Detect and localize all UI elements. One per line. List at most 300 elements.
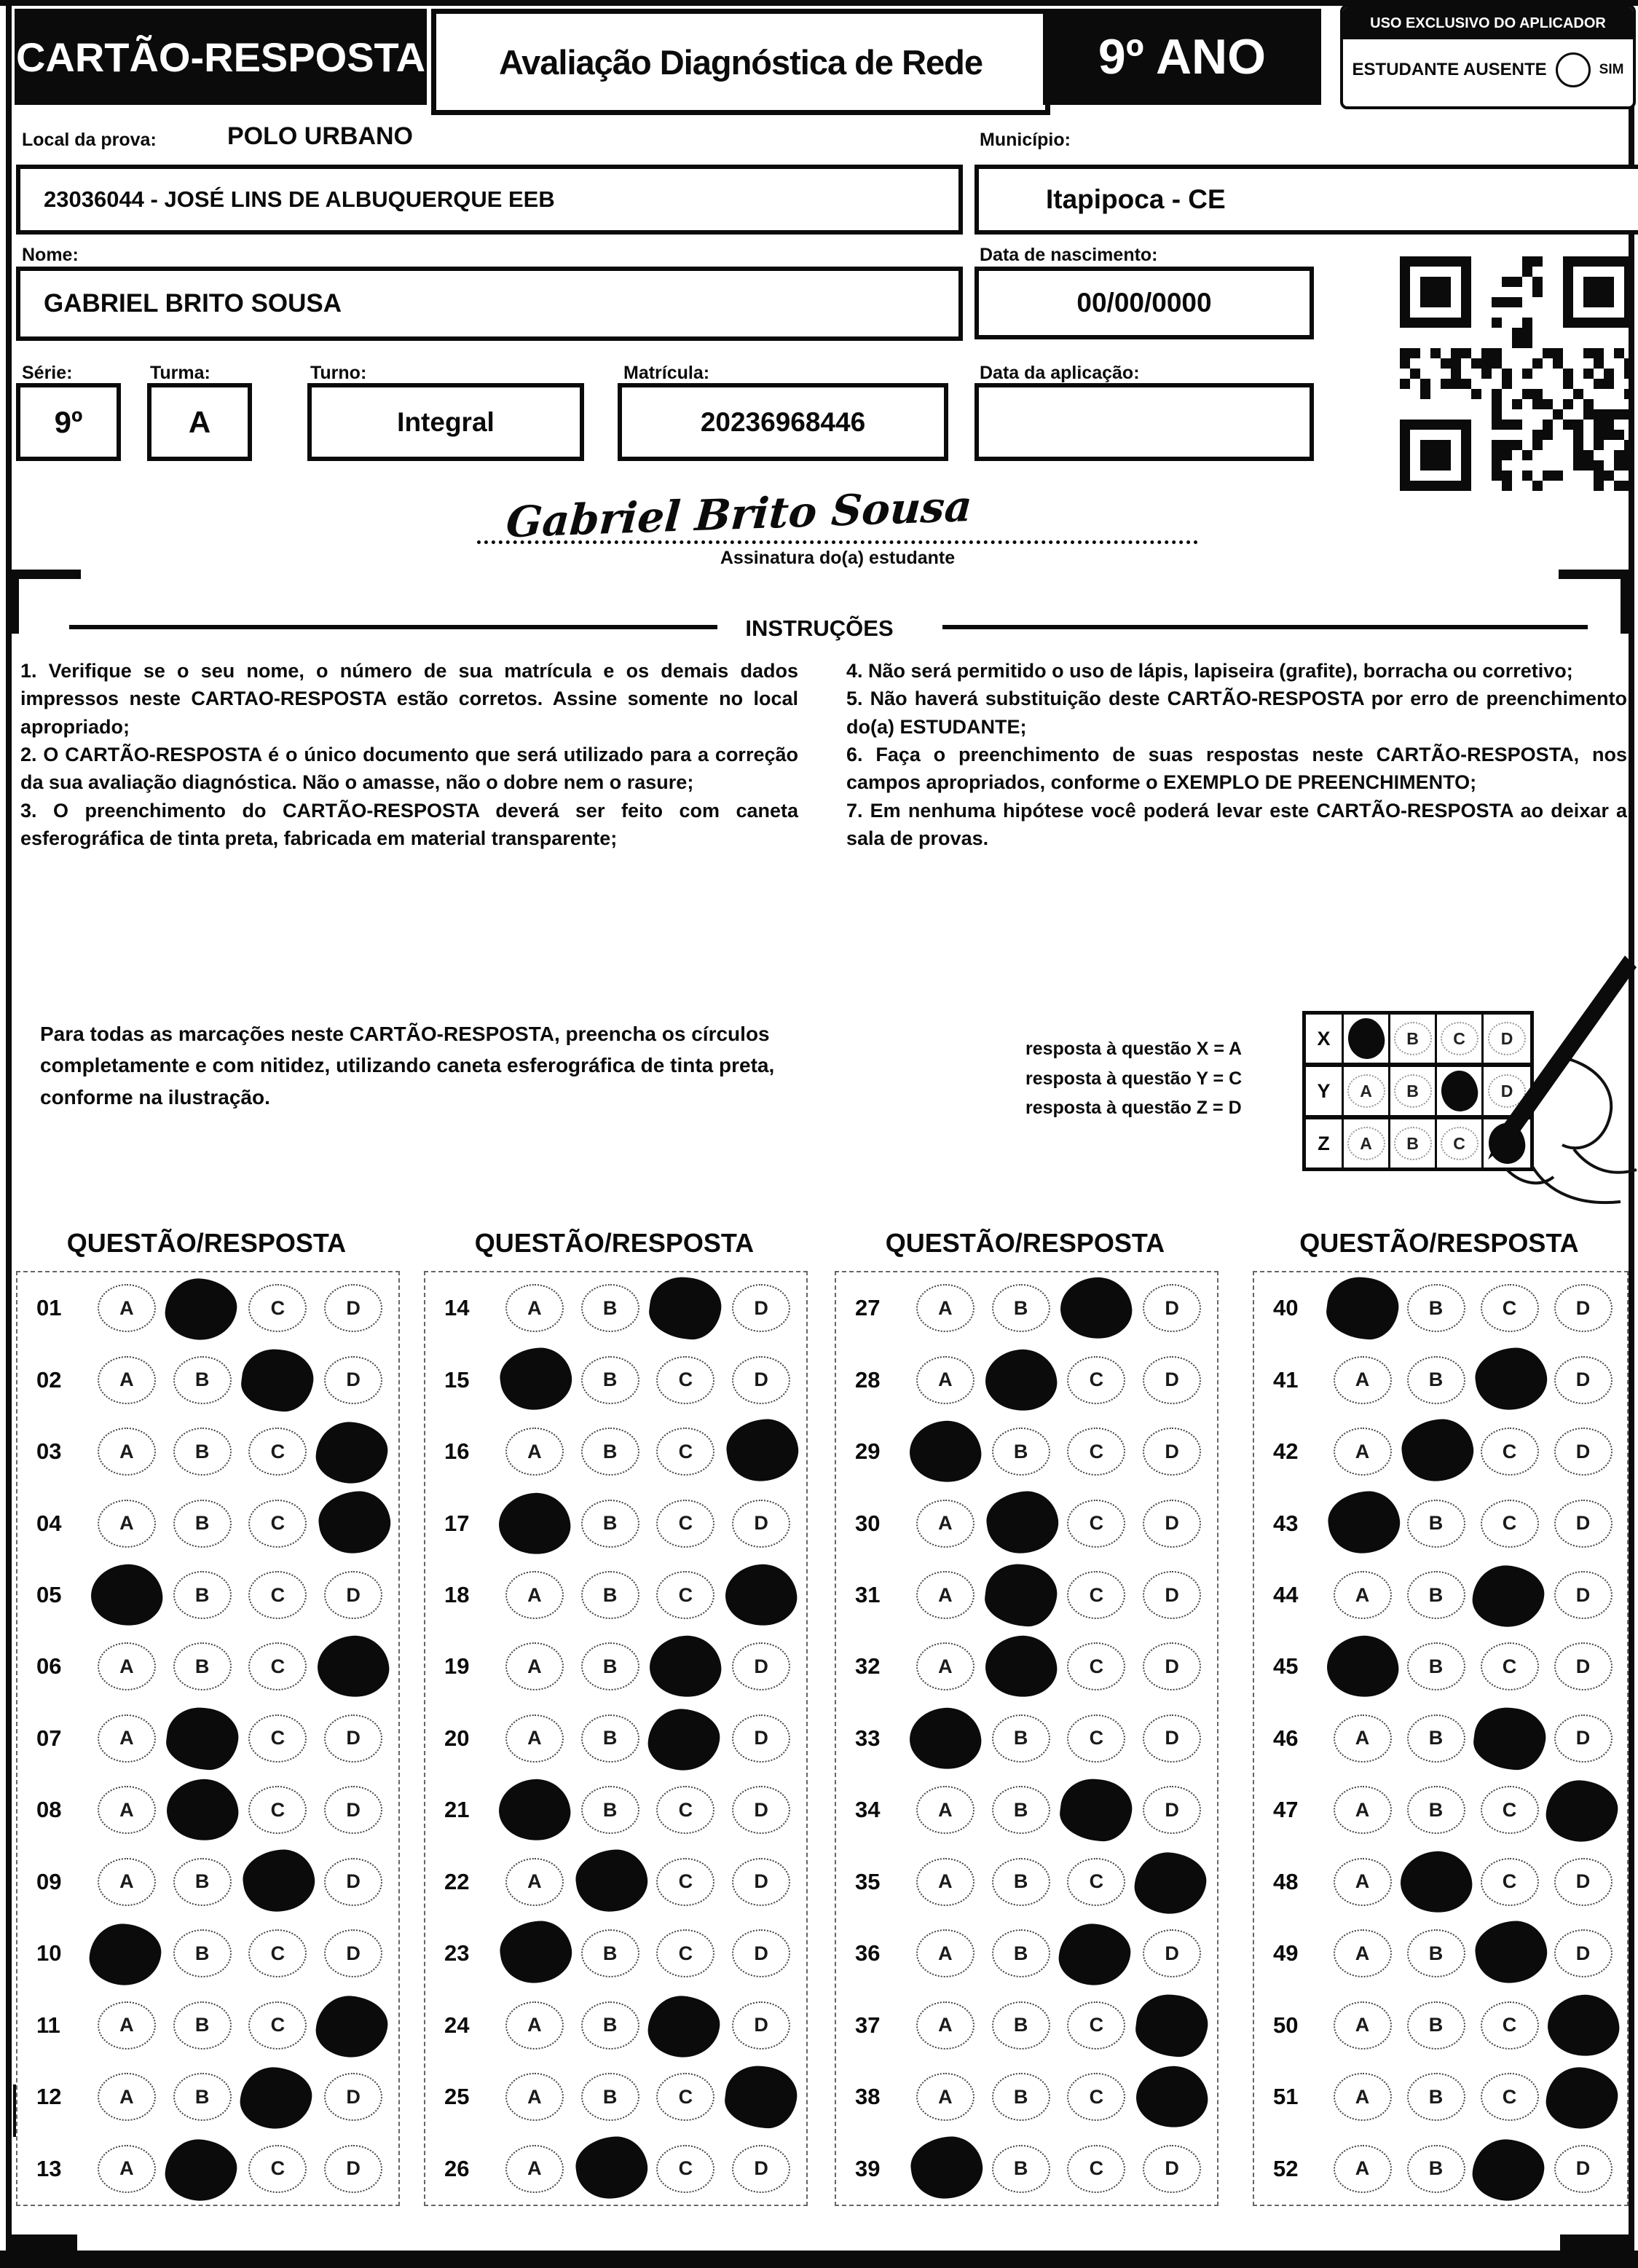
answer-bubble-filled[interactable] <box>324 1500 382 1548</box>
answer-bubble[interactable] <box>1334 1929 1392 1977</box>
answer-bubble[interactable] <box>732 2001 790 2050</box>
answer-option-letter: D <box>1575 1583 1591 1606</box>
answer-bubble[interactable] <box>1067 1714 1125 1763</box>
question-number: 04 <box>36 1510 62 1536</box>
answer-bubble[interactable] <box>98 1714 156 1763</box>
answer-bubble[interactable] <box>1407 1642 1465 1690</box>
answer-bubble[interactable] <box>1067 1356 1125 1404</box>
answer-bubble-filled[interactable] <box>505 1929 564 1977</box>
answer-bubble[interactable] <box>1067 1428 1125 1476</box>
answer-bubble-filled[interactable] <box>505 1500 564 1548</box>
ink-mark <box>1398 1415 1477 1486</box>
answer-bubble-filled[interactable] <box>505 1356 564 1404</box>
ink-mark <box>907 2133 986 2203</box>
question-options <box>497 1642 806 1690</box>
answer-bubble[interactable] <box>581 1714 639 1763</box>
question-row <box>17 1631 398 1702</box>
answer-bubble-filled[interactable] <box>1407 1428 1465 1476</box>
answer-bubble-filled[interactable] <box>505 1786 564 1834</box>
answer-bubble[interactable] <box>916 2073 974 2121</box>
answer-bubble[interactable] <box>324 1786 382 1834</box>
answer-bubble-filled[interactable] <box>732 2073 790 2121</box>
answer-bubble-filled[interactable] <box>248 1356 307 1404</box>
answer-bubble[interactable] <box>248 1571 307 1619</box>
answer-bubble-filled[interactable] <box>248 1858 307 1906</box>
answer-bubble[interactable] <box>1407 1500 1465 1548</box>
answer-bubble[interactable] <box>173 1929 232 1977</box>
answer-bubble[interactable] <box>248 1929 307 1977</box>
answer-bubble[interactable] <box>98 1500 156 1548</box>
answer-bubble[interactable] <box>1554 1356 1613 1404</box>
aplicacao-label: Data da aplicação: <box>980 363 1140 383</box>
answer-bubble-filled[interactable] <box>916 1714 974 1763</box>
answer-bubble[interactable] <box>505 2145 564 2193</box>
answer-bubble[interactable] <box>1554 1571 1613 1619</box>
answer-bubble-filled[interactable] <box>1067 1786 1125 1834</box>
answer-bubble-filled[interactable] <box>1481 1714 1539 1763</box>
answer-bubble[interactable] <box>98 2001 156 2050</box>
answer-bubble[interactable] <box>1334 1428 1392 1476</box>
answer-bubble-filled[interactable] <box>1334 1500 1392 1548</box>
answer-bubble-filled[interactable] <box>656 1714 714 1763</box>
question-row <box>836 1487 1217 1559</box>
answer-option-letter: B <box>602 1512 618 1535</box>
answer-bubble-filled[interactable] <box>98 1929 156 1977</box>
question-row <box>17 1846 398 1918</box>
answer-bubble[interactable] <box>581 1284 639 1332</box>
timing-mark-right <box>1560 2234 1629 2252</box>
example-option-bubble: A <box>1347 1074 1385 1108</box>
answer-bubble[interactable] <box>916 1500 974 1548</box>
question-options <box>497 2001 806 2050</box>
answer-bubble[interactable] <box>992 2001 1050 2050</box>
answer-bubble[interactable] <box>505 1858 564 1906</box>
answer-bubble[interactable] <box>916 1929 974 1977</box>
school-field: 23036044 - JOSÉ LINS DE ALBUQUERQUE EEB <box>16 165 963 235</box>
answer-bubble[interactable] <box>1143 1571 1201 1619</box>
answer-bubble-filled[interactable] <box>732 1571 790 1619</box>
question-options <box>907 1929 1217 1977</box>
answer-bubble[interactable] <box>248 1642 307 1690</box>
answer-bubble-filled[interactable] <box>1067 1284 1125 1332</box>
answer-bubble[interactable] <box>1334 2145 1392 2193</box>
answer-bubble[interactable] <box>98 1356 156 1404</box>
answer-bubble[interactable] <box>1407 1786 1465 1834</box>
question-number: 14 <box>444 1295 470 1321</box>
answer-bubble[interactable] <box>581 2001 639 2050</box>
nome-label: Nome: <box>22 245 79 265</box>
answer-option-letter: A <box>119 1512 134 1535</box>
answer-bubble-filled[interactable] <box>916 2145 974 2193</box>
answer-bubble[interactable] <box>916 1786 974 1834</box>
answer-bubble-filled[interactable] <box>1481 1356 1539 1404</box>
ink-mark <box>1133 1850 1208 1916</box>
answer-bubble-filled[interactable] <box>1067 1929 1125 1977</box>
answer-option-letter: D <box>1165 1655 1179 1677</box>
question-row <box>836 1846 1217 1918</box>
answer-bubble[interactable] <box>1407 2001 1465 2050</box>
answer-bubble[interactable] <box>1554 1642 1613 1690</box>
question-response-header: QUESTÃO/RESPOSTA <box>885 1228 1165 1258</box>
answer-bubble[interactable] <box>1481 2073 1539 2121</box>
answer-bubble-filled[interactable] <box>916 1428 974 1476</box>
answer-bubble[interactable] <box>732 1714 790 1763</box>
answer-bubble[interactable] <box>1407 1929 1465 1977</box>
nascimento-field: 00/00/0000 <box>974 267 1314 339</box>
answer-bubble[interactable] <box>992 2073 1050 2121</box>
question-row <box>17 1559 398 1631</box>
answer-bubble[interactable] <box>248 1786 307 1834</box>
answer-bubble-filled[interactable] <box>656 2001 714 2050</box>
answer-bubble[interactable] <box>732 1642 790 1690</box>
matricula-label: Matrícula: <box>623 363 710 383</box>
answer-bubble[interactable] <box>581 1428 639 1476</box>
answer-bubble[interactable] <box>1334 2073 1392 2121</box>
answer-bubble[interactable] <box>1481 1858 1539 1906</box>
answer-bubble-filled[interactable] <box>732 1428 790 1476</box>
answer-bubble[interactable] <box>1067 1642 1125 1690</box>
answer-bubble[interactable] <box>173 1571 232 1619</box>
signature-line[interactable] <box>477 481 1198 548</box>
answer-bubble[interactable] <box>656 1356 714 1404</box>
answer-bubble-filled[interactable] <box>1481 1571 1539 1619</box>
question-options <box>1326 1642 1627 1690</box>
answer-bubble-filled[interactable] <box>992 1500 1050 1548</box>
answer-bubble[interactable] <box>1554 1714 1613 1763</box>
example-legend-line: resposta à questão Y = C <box>1025 1068 1243 1089</box>
answer-bubble[interactable] <box>1554 1500 1613 1548</box>
answer-bubble[interactable] <box>505 1571 564 1619</box>
answer-option-letter: C <box>678 2157 693 2180</box>
answer-bubble[interactable] <box>173 1858 232 1906</box>
answer-bubble[interactable] <box>98 2073 156 2121</box>
example-option-cell <box>1390 1067 1437 1119</box>
answer-option-letter: A <box>1355 1870 1370 1893</box>
question-options <box>1326 2145 1627 2193</box>
answer-option-letter: B <box>194 1369 210 1391</box>
answer-bubble[interactable] <box>248 2001 307 2050</box>
answer-bubble[interactable] <box>1143 1714 1201 1763</box>
answer-bubble[interactable] <box>1143 1642 1201 1690</box>
answer-bubble-filled[interactable] <box>656 1284 714 1332</box>
answer-option-letter: A <box>119 1296 134 1319</box>
answer-bubble-filled[interactable] <box>248 2073 307 2121</box>
question-row <box>836 1416 1217 1487</box>
answer-bubble[interactable] <box>324 1284 382 1332</box>
answer-option-letter: C <box>270 1798 286 1821</box>
question-row <box>425 1487 806 1559</box>
answer-option-letter: C <box>1089 1369 1104 1391</box>
answer-bubble-filled[interactable] <box>324 1428 382 1476</box>
answer-bubble-filled[interactable] <box>1334 1642 1392 1690</box>
answer-bubble[interactable] <box>1334 1786 1392 1834</box>
answer-bubble-filled[interactable] <box>1554 2001 1613 2050</box>
answer-option-letter: B <box>194 1440 210 1462</box>
answer-option-letter: D <box>346 1870 361 1893</box>
answer-bubble[interactable] <box>1481 1642 1539 1690</box>
answer-bubble[interactable] <box>505 1714 564 1763</box>
answer-bubble[interactable] <box>98 1642 156 1690</box>
answer-bubble[interactable] <box>324 2073 382 2121</box>
answer-bubble[interactable] <box>324 1571 382 1619</box>
answer-bubble[interactable] <box>1407 1356 1465 1404</box>
answer-bubble[interactable] <box>916 1284 974 1332</box>
question-options <box>89 1858 398 1906</box>
answer-bubble[interactable] <box>732 2145 790 2193</box>
answer-option-letter: D <box>1165 1942 1179 1964</box>
answer-bubble[interactable] <box>1143 1284 1201 1332</box>
question-number: 22 <box>444 1868 470 1894</box>
answer-bubble[interactable] <box>1554 1858 1613 1906</box>
answer-bubble-filled[interactable] <box>173 1714 232 1763</box>
answer-bubble[interactable] <box>1407 1714 1465 1763</box>
answer-bubble-filled[interactable] <box>1407 1858 1465 1906</box>
answer-bubble[interactable] <box>324 1858 382 1906</box>
question-options <box>497 1500 806 1548</box>
answer-bubble[interactable] <box>505 1642 564 1690</box>
question-row <box>425 2061 806 2133</box>
answer-bubble[interactable] <box>505 2001 564 2050</box>
answer-bubble[interactable] <box>1067 1500 1125 1548</box>
answer-option-letter: C <box>678 1440 693 1462</box>
answer-bubble[interactable] <box>1407 1284 1465 1332</box>
answer-bubble[interactable] <box>248 2145 307 2193</box>
answer-bubble-filled[interactable] <box>992 1356 1050 1404</box>
question-options <box>497 1858 806 1906</box>
question-row <box>1254 1487 1627 1559</box>
answer-bubble[interactable] <box>1554 1428 1613 1476</box>
answer-bubble[interactable] <box>1067 1858 1125 1906</box>
question-options <box>1326 1929 1627 1977</box>
answer-bubble[interactable] <box>505 1284 564 1332</box>
answer-bubble[interactable] <box>1407 2145 1465 2193</box>
answer-bubble[interactable] <box>581 1500 639 1548</box>
answer-bubble-filled[interactable] <box>173 1786 232 1834</box>
answer-bubble[interactable] <box>324 1929 382 1977</box>
answer-bubble[interactable] <box>1481 1284 1539 1332</box>
answer-bubble[interactable] <box>656 1786 714 1834</box>
answer-bubble[interactable] <box>992 1858 1050 1906</box>
answer-option-letter: C <box>1502 1870 1517 1893</box>
answer-bubble-filled[interactable] <box>581 2145 639 2193</box>
answer-bubble[interactable] <box>324 2145 382 2193</box>
answer-option-letter: B <box>194 1583 210 1606</box>
answer-bubble[interactable] <box>656 2145 714 2193</box>
answer-bubble[interactable] <box>732 1929 790 1977</box>
answer-bubble[interactable] <box>1143 1428 1201 1476</box>
answer-bubble[interactable] <box>656 1500 714 1548</box>
answer-bubble-filled[interactable] <box>1143 1858 1201 1906</box>
answer-bubble[interactable] <box>1407 1571 1465 1619</box>
answer-bubble[interactable] <box>732 1858 790 1906</box>
answer-bubble[interactable] <box>992 1714 1050 1763</box>
answer-bubble[interactable] <box>173 1642 232 1690</box>
answer-bubble-filled[interactable] <box>1554 1786 1613 1834</box>
question-number: 25 <box>444 2084 470 2110</box>
answer-bubble[interactable] <box>324 1356 382 1404</box>
answer-bubble[interactable] <box>98 1284 156 1332</box>
answer-bubble[interactable] <box>656 1428 714 1476</box>
answer-bubble-filled[interactable] <box>1143 2001 1201 2050</box>
answer-bubble[interactable] <box>581 1786 639 1834</box>
answer-option-letter: A <box>527 2085 542 2108</box>
ink-mark <box>983 1633 1059 1700</box>
answer-bubble[interactable] <box>1067 2001 1125 2050</box>
question-options <box>907 2145 1217 2193</box>
answer-bubble[interactable] <box>324 1714 382 1763</box>
local-label: Local da prova: <box>22 130 157 150</box>
grade-badge: 9º ANO <box>1043 9 1321 105</box>
answer-bubble-filled[interactable] <box>173 1284 232 1332</box>
answer-bubble[interactable] <box>581 1571 639 1619</box>
ink-mark <box>315 1487 395 1557</box>
answer-bubble[interactable] <box>1143 1786 1201 1834</box>
answer-bubble[interactable] <box>1334 1714 1392 1763</box>
answer-bubble[interactable] <box>505 1428 564 1476</box>
answer-bubble-filled[interactable] <box>1554 2073 1613 2121</box>
answer-bubble-filled[interactable] <box>98 1571 156 1619</box>
answer-bubble[interactable] <box>656 1929 714 1977</box>
answer-option-letter: C <box>1089 1727 1104 1749</box>
ink-mark <box>496 1344 575 1414</box>
answer-bubble[interactable] <box>98 1858 156 1906</box>
question-options <box>89 1428 398 1476</box>
answer-option-letter: D <box>1165 1512 1179 1535</box>
answer-bubble[interactable] <box>248 1714 307 1763</box>
answer-option-letter: C <box>1089 1512 1104 1535</box>
answer-option-letter: B <box>1013 1296 1028 1319</box>
answer-bubble[interactable] <box>992 1929 1050 1977</box>
question-row <box>836 2061 1217 2133</box>
answer-bubble[interactable] <box>916 1858 974 1906</box>
answer-bubble[interactable] <box>1554 1284 1613 1332</box>
answer-bubble-filled[interactable] <box>324 2001 382 2050</box>
answer-bubble-filled[interactable] <box>173 2145 232 2193</box>
answer-bubble[interactable] <box>1554 2145 1613 2193</box>
answer-bubble[interactable] <box>732 1284 790 1332</box>
answer-bubble[interactable] <box>732 1500 790 1548</box>
answer-bubble[interactable] <box>1067 2145 1125 2193</box>
answer-option-letter: B <box>1428 1798 1444 1821</box>
ink-mark <box>239 2066 315 2132</box>
question-options <box>497 2145 806 2193</box>
answer-option-letter: B <box>602 1798 618 1821</box>
answer-bubble[interactable] <box>1334 2001 1392 2050</box>
answer-bubble-filled[interactable] <box>992 1571 1050 1619</box>
answer-bubble[interactable] <box>1143 2145 1201 2193</box>
answer-bubble[interactable] <box>1067 2073 1125 2121</box>
answer-bubble[interactable] <box>1481 1786 1539 1834</box>
answer-bubble[interactable] <box>656 2073 714 2121</box>
question-response-header: QUESTÃO/RESPOSTA <box>1299 1228 1579 1258</box>
serie-label: Série: <box>22 363 73 383</box>
answer-bubble-filled[interactable] <box>581 1858 639 1906</box>
answer-bubble[interactable] <box>505 2073 564 2121</box>
answer-bubble[interactable] <box>1143 1929 1201 1977</box>
answer-bubble[interactable] <box>1067 1571 1125 1619</box>
answer-bubble[interactable] <box>98 1428 156 1476</box>
student-absent-bubble[interactable] <box>1556 52 1591 87</box>
answer-bubble[interactable] <box>248 1428 307 1476</box>
answer-bubble[interactable] <box>1407 2073 1465 2121</box>
answer-option-letter: B <box>1428 2014 1444 2036</box>
answer-bubble[interactable] <box>173 1356 232 1404</box>
answer-bubble[interactable] <box>992 2145 1050 2193</box>
answer-bubble[interactable] <box>173 1500 232 1548</box>
answer-bubble[interactable] <box>992 1786 1050 1834</box>
answer-bubble[interactable] <box>916 1571 974 1619</box>
answer-bubble[interactable] <box>98 2145 156 2193</box>
question-row <box>1254 2133 1627 2204</box>
answer-bubble-filled[interactable] <box>1143 2073 1201 2121</box>
question-row <box>425 1559 806 1631</box>
answer-option-letter: C <box>678 1583 693 1606</box>
answer-bubble[interactable] <box>98 1786 156 1834</box>
answer-bubble[interactable] <box>656 1571 714 1619</box>
answer-bubble[interactable] <box>1334 1858 1392 1906</box>
answer-bubble[interactable] <box>581 1356 639 1404</box>
answer-bubble[interactable] <box>1334 1571 1392 1619</box>
answer-bubble[interactable] <box>732 1356 790 1404</box>
answer-bubble[interactable] <box>581 1642 639 1690</box>
answer-option-letter: B <box>1428 2085 1444 2108</box>
answer-bubble-filled[interactable] <box>324 1642 382 1690</box>
answer-bubble[interactable] <box>656 1858 714 1906</box>
answer-bubble[interactable] <box>1481 2001 1539 2050</box>
answer-option-letter: D <box>1165 1296 1179 1319</box>
answer-bubble-filled[interactable] <box>1481 1929 1539 1977</box>
answer-bubble[interactable] <box>581 2073 639 2121</box>
answer-bubble[interactable] <box>916 1356 974 1404</box>
answer-bubble[interactable] <box>1143 1356 1201 1404</box>
answer-bubble[interactable] <box>173 2073 232 2121</box>
answer-bubble[interactable] <box>916 2001 974 2050</box>
question-options <box>497 1929 806 1977</box>
answer-bubble[interactable] <box>1143 1500 1201 1548</box>
question-row <box>836 2133 1217 2204</box>
answer-bubble[interactable] <box>173 1428 232 1476</box>
answer-bubble[interactable] <box>992 1284 1050 1332</box>
answer-bubble[interactable] <box>248 1500 307 1548</box>
turma-field: A <box>147 383 252 461</box>
answer-bubble[interactable] <box>1554 1929 1613 1977</box>
answer-bubble[interactable] <box>992 1428 1050 1476</box>
answer-bubble[interactable] <box>732 1786 790 1834</box>
answer-bubble[interactable] <box>173 2001 232 2050</box>
answer-bubble[interactable] <box>1481 1428 1539 1476</box>
answer-bubble-filled[interactable] <box>656 1642 714 1690</box>
answer-bubble[interactable] <box>248 1284 307 1332</box>
ink-mark <box>315 1633 392 1700</box>
answer-bubble-filled[interactable] <box>1481 2145 1539 2193</box>
answer-bubble-filled[interactable] <box>1334 1284 1392 1332</box>
answer-option-letter: A <box>119 1727 134 1749</box>
ink-mark <box>647 1706 722 1773</box>
answer-bubble[interactable] <box>1481 1500 1539 1548</box>
ink-mark <box>1323 1274 1402 1343</box>
question-number: 05 <box>36 1582 62 1608</box>
question-number: 30 <box>855 1510 881 1536</box>
answer-bubble[interactable] <box>916 1642 974 1690</box>
example-option-bubble: A <box>1347 1127 1385 1160</box>
ink-mark <box>1058 1275 1135 1342</box>
question-options <box>907 1642 1217 1690</box>
question-options <box>1326 2073 1627 2121</box>
answer-bubble-filled[interactable] <box>992 1642 1050 1690</box>
answer-bubble[interactable] <box>1334 1356 1392 1404</box>
answer-option-letter: D <box>346 1942 361 1964</box>
answer-bubble[interactable] <box>581 1929 639 1977</box>
